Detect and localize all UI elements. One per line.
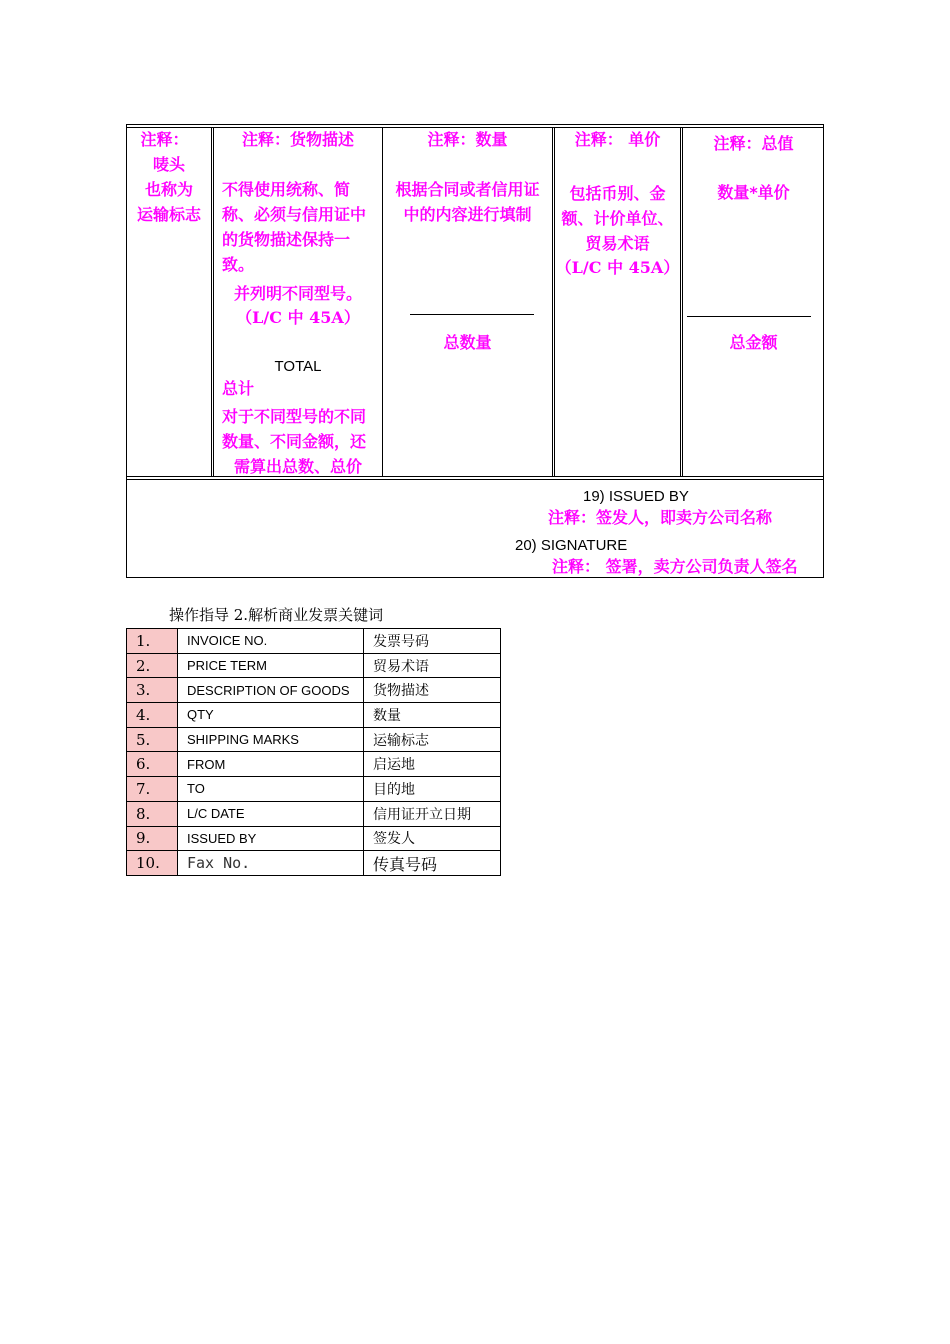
keyword-chinese: 货物描述 <box>364 678 501 703</box>
invoice-annotation-grid <box>126 124 824 477</box>
description-text: 的货物描述保持一 <box>222 230 351 249</box>
keyword-number: 6. <box>127 752 178 777</box>
keyword-number: 4. <box>127 703 178 728</box>
keyword-chinese: 运输标志 <box>364 727 501 752</box>
table-row <box>127 851 501 876</box>
signature-label: 20) SIGNATURE <box>515 537 628 554</box>
table-row <box>127 727 501 752</box>
shipping-marks-column <box>127 125 211 476</box>
keyword-chinese: 传真号码 <box>364 851 501 876</box>
total-note: 数量、不同金额，还 <box>222 432 367 451</box>
shipping-marks-alias-name: 运输标志 <box>136 205 201 224</box>
keyword-number: 7. <box>127 777 178 802</box>
issued-by-label: 19) ISSUED BY <box>583 488 689 505</box>
keyword-english: FROM <box>178 752 364 777</box>
total-label: TOTAL <box>274 358 322 375</box>
table-row <box>127 653 501 678</box>
description-text: 不得使用统称、简 <box>222 180 351 199</box>
unit-price-lc-reference: （L/C 中 45A） <box>555 258 680 277</box>
column-divider <box>552 127 553 476</box>
keyword-number: 3. <box>127 678 178 703</box>
keyword-number: 2. <box>127 653 178 678</box>
quantity-total-rule <box>410 314 534 315</box>
unit-price-text: 贸易术语 <box>585 234 650 253</box>
keyword-chinese: 信用证开立日期 <box>364 801 501 826</box>
keyword-english: INVOICE NO. <box>178 629 364 654</box>
keyword-english: QTY <box>178 703 364 728</box>
description-header: 注释：货物描述 <box>241 130 354 149</box>
keyword-number: 5. <box>127 727 178 752</box>
keyword-english: Fax No. <box>178 851 364 876</box>
quantity-text: 根据合同或者信用证 <box>395 180 540 199</box>
keyword-english: SHIPPING MARKS <box>178 727 364 752</box>
description-column <box>214 125 382 476</box>
keyword-number: 1. <box>127 629 178 654</box>
unit-price-column <box>555 125 680 476</box>
unit-price-text: 包括币别、金 <box>569 184 666 203</box>
quantity-column <box>383 125 552 476</box>
keyword-chinese: 发票号码 <box>364 629 501 654</box>
table-row <box>127 826 501 851</box>
total-note: 需算出总数、总价 <box>233 457 362 476</box>
keyword-chinese: 签发人 <box>364 826 501 851</box>
shipping-marks-note-label: 注释： <box>140 130 189 149</box>
keyword-english: L/C DATE <box>178 801 364 826</box>
table-row <box>127 801 501 826</box>
table-row <box>127 777 501 802</box>
model-note: 并列明不同型号。 <box>233 284 362 303</box>
issued-by-note: 注释：签发人，即卖方公司名称 <box>548 508 773 527</box>
lc-reference: （L/C 中 45A） <box>236 308 360 327</box>
keywords-table <box>126 628 501 876</box>
keywords-caption: 操作指导 2.解析商业发票关键词 <box>169 606 384 624</box>
keyword-english: PRICE TERM <box>178 653 364 678</box>
keyword-english: TO <box>178 777 364 802</box>
keyword-chinese: 启运地 <box>364 752 501 777</box>
keyword-chinese: 贸易术语 <box>364 653 501 678</box>
signature-box <box>126 476 824 578</box>
keyword-number: 8. <box>127 801 178 826</box>
total-value-rule <box>687 316 811 317</box>
table-row <box>127 678 501 703</box>
description-text: 致。 <box>222 255 255 274</box>
unit-price-header: 注释： 单价 <box>574 130 661 149</box>
total-value-column <box>683 125 824 476</box>
unit-price-text: 额、计价单位、 <box>561 209 674 228</box>
total-value-header: 注释：总值 <box>713 134 794 153</box>
keyword-chinese: 目的地 <box>364 777 501 802</box>
shipping-marks-alias: 也称为 <box>144 180 193 199</box>
column-divider <box>211 127 212 476</box>
table-row <box>127 629 501 654</box>
table-row <box>127 703 501 728</box>
keyword-number: 10. <box>127 851 178 876</box>
keyword-english: DESCRIPTION OF GOODS <box>178 678 364 703</box>
total-quantity-label: 总数量 <box>443 333 492 352</box>
total-amount-label: 总金额 <box>729 333 778 352</box>
keyword-english: ISSUED BY <box>178 826 364 851</box>
quantity-header: 注释：数量 <box>427 130 508 149</box>
total-zh-label: 总计 <box>222 379 255 398</box>
total-note: 对于不同型号的不同 <box>222 407 367 426</box>
column-divider <box>680 127 681 476</box>
shipping-marks-title: 唛头 <box>152 155 185 174</box>
signature-note: 注释： 签署，卖方公司负责人签名 <box>552 557 798 576</box>
keyword-number: 9. <box>127 826 178 851</box>
keyword-chinese: 数量 <box>364 703 501 728</box>
total-value-formula: 数量*单价 <box>717 183 790 202</box>
table-row <box>127 752 501 777</box>
quantity-text: 中的内容进行填制 <box>403 205 532 224</box>
description-text: 称、必须与信用证中 <box>222 205 367 224</box>
